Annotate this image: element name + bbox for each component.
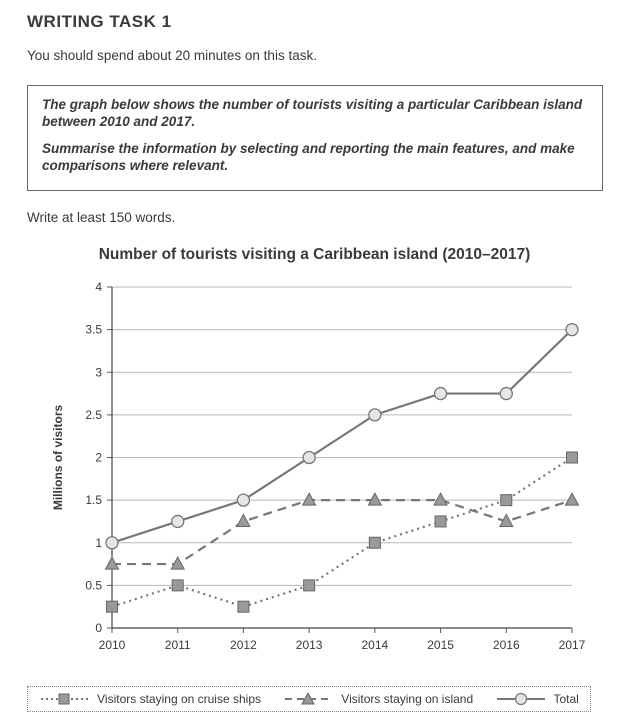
- legend-item-cruise: [39, 692, 261, 706]
- y-tick-label: 3.5: [85, 322, 102, 337]
- data-point-total: [106, 537, 118, 549]
- y-tick-label: 0.5: [85, 578, 102, 593]
- data-point-cruise: [501, 495, 512, 506]
- data-point-island: [237, 514, 250, 526]
- y-tick-label: 3: [95, 365, 102, 380]
- chart-title: Number of tourists visiting a Caribbean island (2010–2017): [98, 246, 531, 263]
- data-point-total: [303, 452, 315, 464]
- task-prompt-directive: Summarise the information by selecting and reporting the main features, and make comparisons where relevant.: [42, 141, 575, 173]
- x-tick-label: 2016: [492, 638, 520, 652]
- data-point-total: [566, 324, 578, 336]
- time-instruction: You should spend about 20 minutes on this task.: [27, 48, 317, 63]
- legend-label-total: Total: [553, 692, 579, 706]
- y-tick-label: 4: [95, 280, 102, 294]
- data-point-total: [369, 409, 381, 421]
- legend-item-island: [283, 692, 473, 706]
- x-tick-label: 2014: [361, 638, 389, 652]
- chart-legend: [27, 686, 591, 712]
- x-tick-label: 2013: [295, 638, 323, 652]
- legend-circle-marker-icon: [495, 692, 547, 706]
- x-tick-label: 2010: [98, 638, 126, 652]
- data-point-cruise: [304, 580, 315, 591]
- task-prompt-description: The graph below shows the number of tourists visiting a particular Caribbean island between 2010 and 2017.: [42, 97, 583, 129]
- data-point-cruise: [238, 601, 249, 612]
- data-point-cruise: [435, 516, 446, 527]
- series-line-circle: [112, 330, 572, 543]
- legend-triangle-marker-icon: [283, 693, 335, 705]
- task-heading: WRITING TASK 1: [27, 12, 172, 31]
- data-point-total: [500, 388, 512, 400]
- y-tick-label: 0: [95, 621, 102, 635]
- data-point-total: [172, 515, 184, 527]
- x-tick-label: 2015: [427, 638, 454, 652]
- y-tick-label: 1.5: [85, 493, 102, 508]
- legend-item-total: [495, 692, 578, 706]
- data-point-island: [566, 493, 579, 505]
- data-point-cruise: [567, 452, 578, 463]
- y-tick-label: 2: [95, 450, 102, 465]
- data-point-cruise: [369, 537, 380, 548]
- data-point-island: [434, 493, 447, 505]
- x-tick-label: 2017: [558, 638, 586, 652]
- legend-label-cruise: Visitors staying on cruise ships: [97, 692, 261, 706]
- y-tick-label: 1: [95, 535, 102, 550]
- data-point-cruise: [172, 580, 183, 591]
- legend-square-marker-icon: [39, 693, 91, 705]
- y-tick-label: 2.5: [85, 407, 102, 422]
- y-axis-label: Millions of visitors: [51, 404, 65, 511]
- series-line-triangle: [112, 500, 572, 564]
- data-point-cruise: [107, 601, 118, 612]
- x-tick-label: 2011: [164, 638, 191, 652]
- data-point-total: [237, 494, 249, 506]
- legend-label-island: Visitors staying on island: [341, 692, 474, 706]
- x-tick-label: 2012: [230, 638, 257, 652]
- data-point-total: [435, 388, 447, 400]
- word-count-instruction: Write at least 150 words.: [27, 210, 176, 225]
